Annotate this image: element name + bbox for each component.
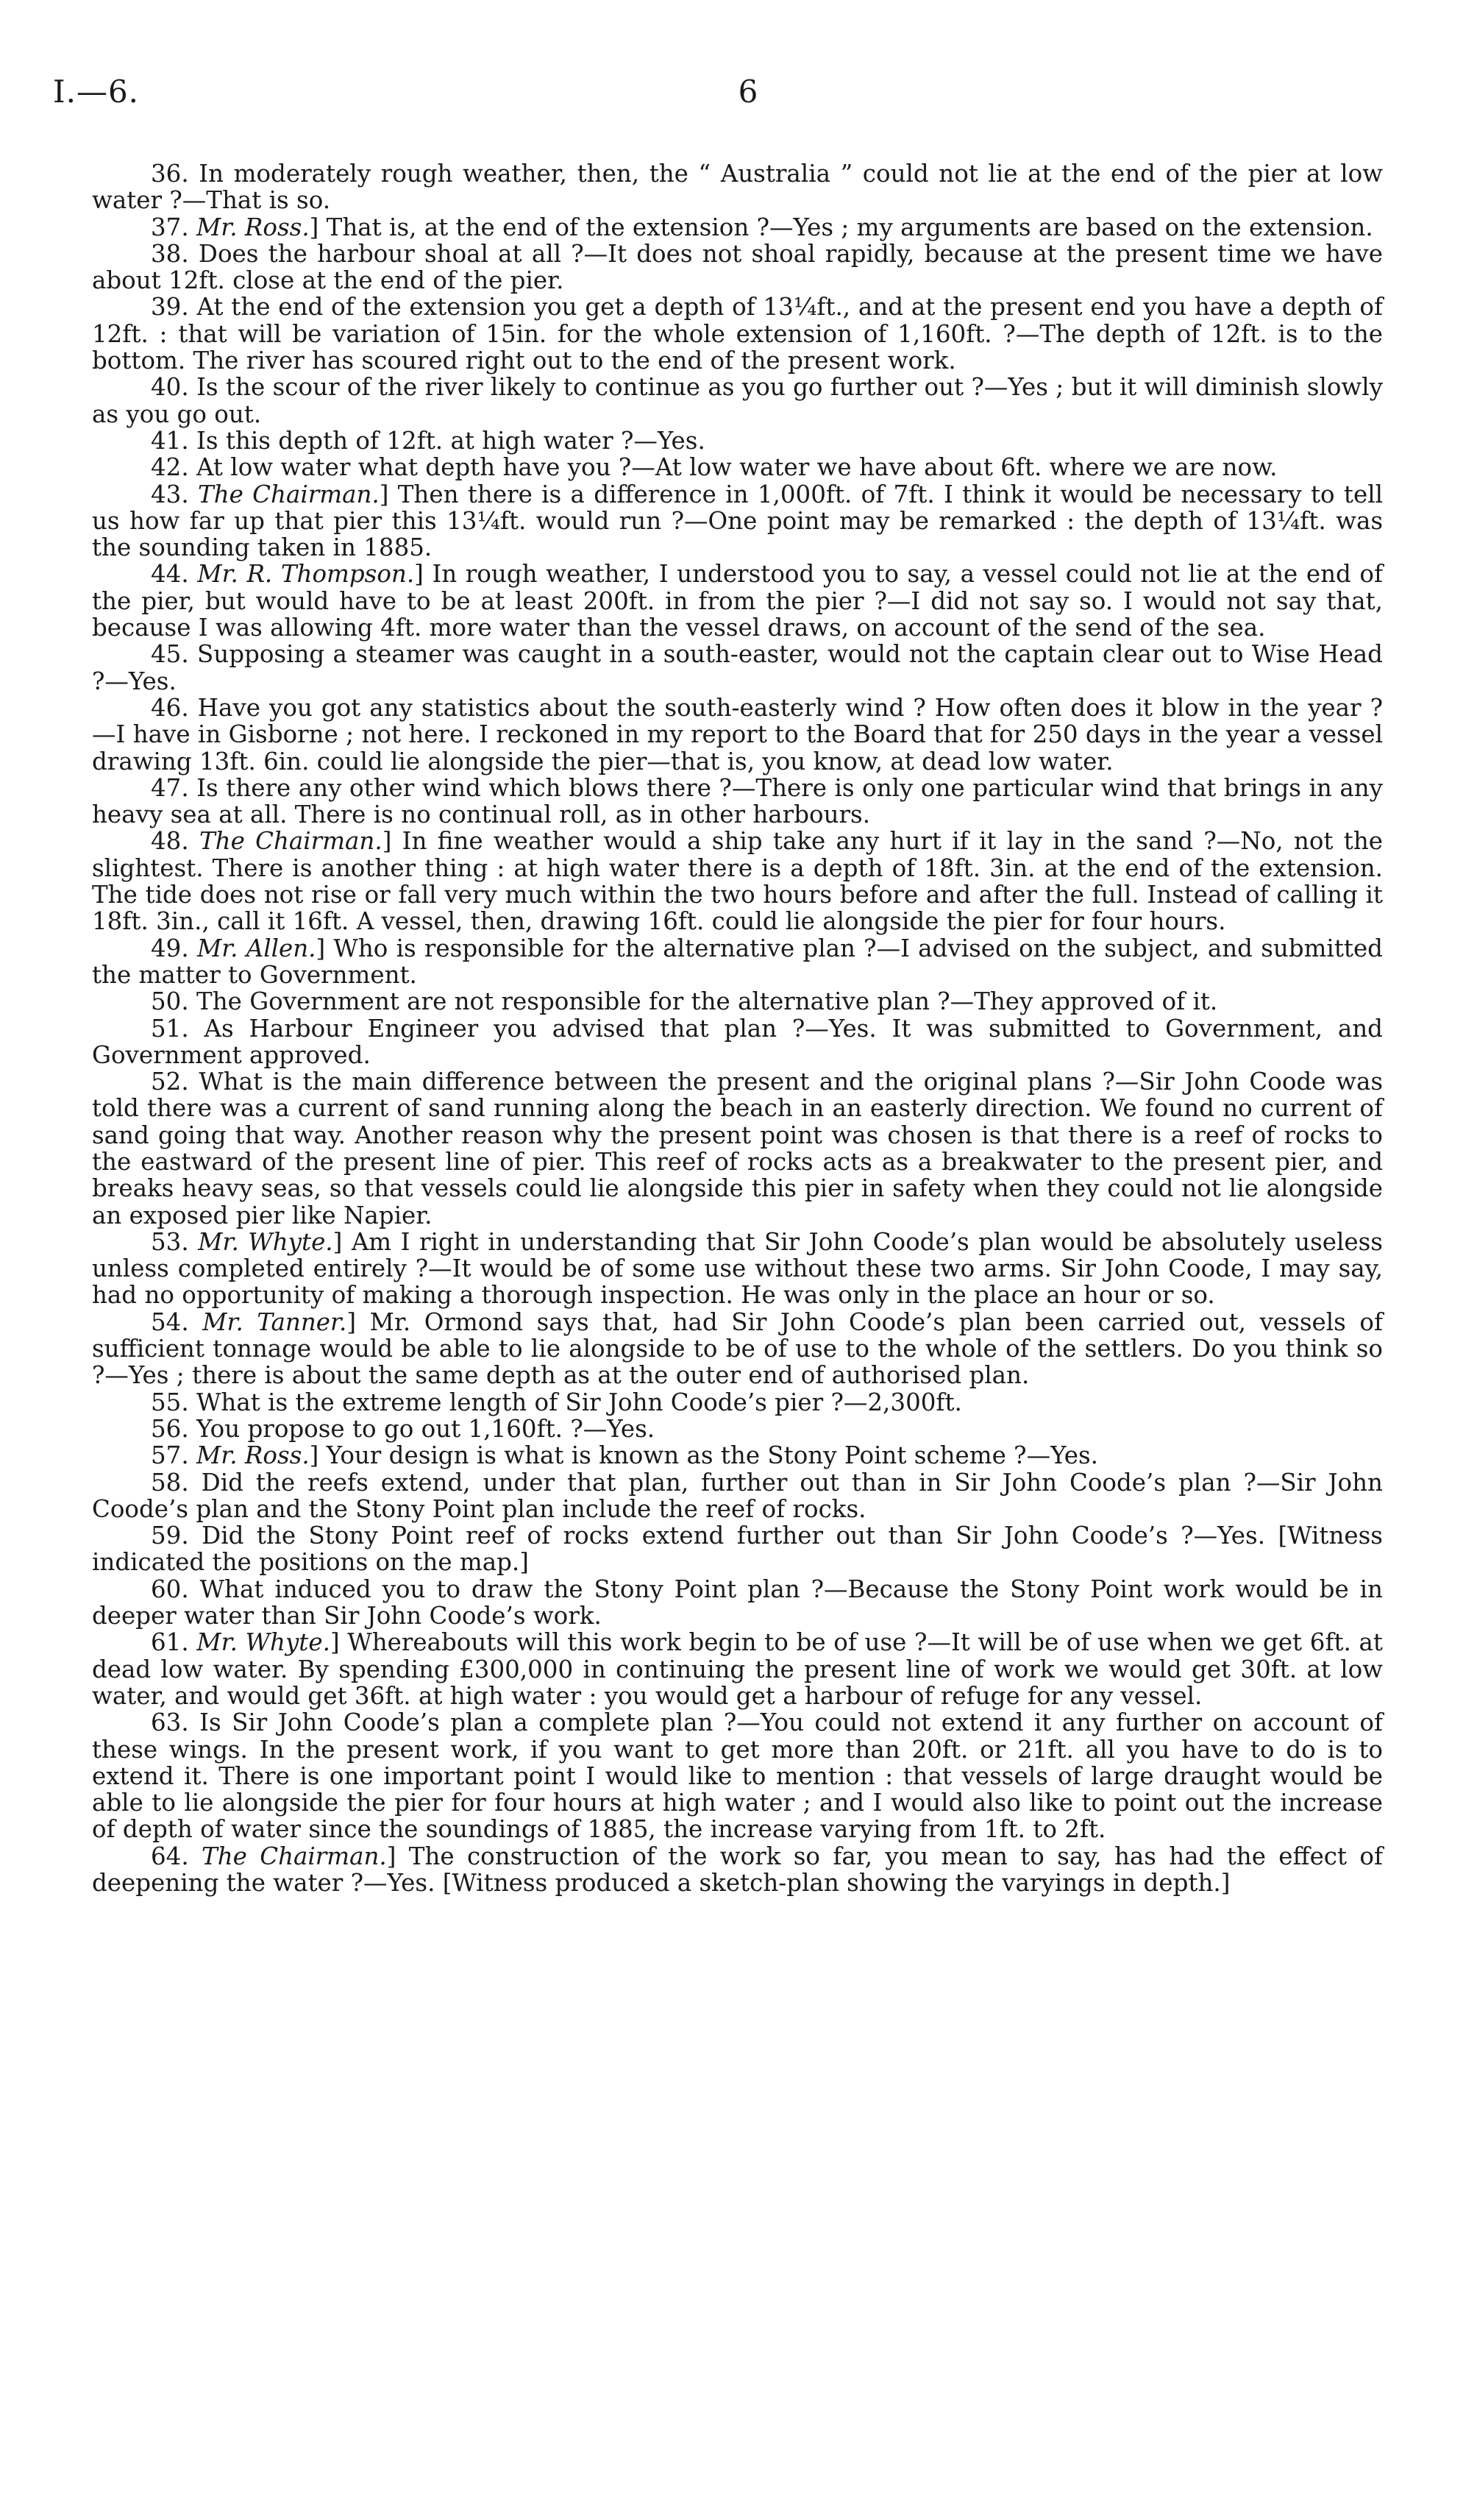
question-number: 54.	[151, 1307, 189, 1336]
question-paragraph-46	[92, 695, 1383, 775]
paragraph-text: 51. As Harbour Engineer you advised that plan ?—Yes. It was submitted to Government, and Government approved.	[92, 1014, 1383, 1069]
question-paragraph-54	[92, 1309, 1383, 1389]
speaker-name: Mr. Whyte.	[196, 1628, 330, 1657]
question-number: 44.	[151, 560, 189, 589]
minutes-body	[92, 160, 1383, 1896]
question-number: 53.	[151, 1227, 189, 1256]
paragraph-text: ] That is, at the end of the extension ?—Yes ; my arguments are based on the extension.	[309, 213, 1373, 241]
speaker-name: The Chairman.	[198, 480, 380, 508]
question-paragraph-42	[92, 454, 1383, 480]
paragraph-text: ] Mr. Ormond says that, had Sir John Coode’s plan been carried out, vessels of sufficient tonnage would be able to lie alongside to be of use to the whole of the settlers. Do you think so ?—Yes ; there is about the same depth as at the outer end of authorised plan.	[92, 1307, 1383, 1390]
paragraph-text: 56. You propose to go out 1,160ft. ?—Yes.	[151, 1414, 655, 1443]
question-paragraph-61	[92, 1629, 1383, 1709]
speaker-name: Mr. Tanner.	[202, 1307, 347, 1336]
speaker-name: Mr. Ross.	[196, 213, 310, 241]
question-paragraph-41	[92, 427, 1383, 454]
question-paragraph-44	[92, 561, 1383, 641]
paragraph-text: 41. Is this depth of 12ft. at high water ?—Yes.	[151, 426, 705, 455]
question-paragraph-59	[92, 1522, 1383, 1576]
paragraph-text: 52. What is the main difference between the present and the original plans ?—Sir John Coode was told there was a current of sand running along the beach in an easterly direction. We found no current of sand going that way. Another reason why the present point was chosen is that there is a reef of rocks to the eastward of the present line of pier. This reef of rocks acts as a breakwater to the present pier, and breaks heavy seas, so that vessels could lie alongside this pier in safety when they could not lie alongside an exposed pier like Napier.	[92, 1068, 1383, 1229]
question-paragraph-52	[92, 1068, 1383, 1229]
question-paragraph-39	[92, 294, 1383, 374]
paragraph-text: 46. Have you got any statistics about the south-easterly wind ? How often does it blow in the year ?—I have in Gisborne ; not here. I reckoned in my report to the Board that for 250 days in the year a vessel drawing 13ft. 6in. could lie alongside the pier—that is, you know, at dead low water.	[92, 693, 1383, 775]
page-header	[53, 74, 1443, 132]
question-number: 49.	[151, 934, 189, 962]
paragraph-text: ] Your design is what is known as the Stony Point scheme ?—Yes.	[309, 1441, 1098, 1470]
paragraph-text: ] The construction of the work so far, you mean to say, has had the effect of deepening the water ?—Yes. [Witness produced a sketch-plan showing the varyings in depth.]	[92, 1842, 1383, 1897]
question-number: 43.	[151, 480, 189, 508]
paragraph-text: 45. Supposing a steamer was caught in a south-easter, would not the captain clear out to Wise Head ?—Yes.	[92, 640, 1383, 695]
question-number: 57.	[151, 1441, 189, 1470]
paragraph-text: 50. The Government are not responsible for the alternative plan ?—They approved of it.	[151, 987, 1218, 1016]
question-paragraph-43	[92, 481, 1383, 561]
paragraph-text: 59. Did the Stony Point reef of rocks extend further out than Sir John Coode’s ?—Yes. [Witness indicated the positions on the map.]	[92, 1522, 1383, 1577]
question-paragraph-36	[92, 160, 1383, 214]
paragraph-text: ] Who is responsible for the alternative plan ?—I advised on the subject, and submitted the matter to Government.	[92, 934, 1383, 989]
speaker-name: The Chairman.	[202, 1842, 387, 1870]
paragraph-text: ] Then there is a difference in 1,000ft. of 7ft. I think it would be necessary to tell us how far up that pier this 13¼ft. would run ?—One point may be remarked : the depth of 13¼ft. was the sounding taken in 1885.	[92, 480, 1384, 562]
page-number: 6	[738, 74, 758, 110]
question-number: 37.	[151, 213, 189, 241]
paragraph-text: ] Whereabouts will this work begin to be of use ?—It will be of use when we get 6ft. at dead low water. By spending £300,000 in continuing the present line of work we would get 30ft. at low water, and would get 36ft. at high water : you would get a harbour of refuge for any vessel.	[92, 1628, 1383, 1710]
paragraph-text: ] In fine weather would a ship take any hurt if it lay in the sand ?—No, not the slightest. There is another thing : at high water there is a depth of 18ft. 3in. at the end of the extension. The tide does not rise or fall very much within the two hours before and after the full. Instead of calling it 18ft. 3in., call it 16ft. A vessel, then, drawing 16ft. could lie alongside the pier for four hours.	[92, 827, 1383, 936]
question-paragraph-53	[92, 1229, 1383, 1309]
question-paragraph-58	[92, 1469, 1383, 1523]
question-paragraph-51	[92, 1015, 1383, 1069]
question-paragraph-38	[92, 241, 1383, 294]
question-number: 61.	[151, 1628, 189, 1657]
paragraph-text: 39. At the end of the extension you get a depth of 13¼ft., and at the present end you have a depth of 12ft. : that will be variation of 15in. for the whole extension of 1,160ft. ?—The depth of 12ft. is to the bottom. The river has scoured right out to the end of the present work.	[92, 293, 1383, 375]
question-paragraph-40	[92, 374, 1383, 427]
paragraph-text: 60. What induced you to draw the Stony Point plan ?—Because the Stony Point work would be in deeper water than Sir John Coode’s work.	[92, 1575, 1383, 1630]
paragraph-text: 42. At low water what depth have you ?—At low water we have about 6ft. where we are now.	[151, 453, 1278, 482]
paragraph-text: 47. Is there any other wind which blows there ?—There is only one particular wind that brings in any heavy sea at all. There is no continual roll, as in other harbours.	[92, 773, 1383, 829]
question-paragraph-48	[92, 828, 1383, 934]
speaker-name: Mr. Ross.	[196, 1441, 310, 1470]
speaker-name: The Chairman.	[199, 827, 382, 856]
question-paragraph-64	[92, 1843, 1383, 1897]
paragraph-text: 40. Is the scour of the river likely to continue as you go further out ?—Yes ; but it will diminish slowly as you go out.	[92, 373, 1383, 428]
question-number: 48.	[151, 827, 189, 856]
question-paragraph-55	[92, 1389, 1383, 1416]
question-paragraph-37	[92, 214, 1383, 241]
question-paragraph-50	[92, 988, 1383, 1015]
paragraph-text: 58. Did the reefs extend, under that plan, further out than in Sir John Coode’s plan ?—Sir John Coode’s plan and the Stony Point plan include the reef of rocks.	[92, 1468, 1383, 1523]
speaker-name: Mr. Allen.	[196, 934, 316, 962]
question-number: 64.	[151, 1842, 189, 1870]
question-paragraph-47	[92, 775, 1383, 828]
paragraph-text: 36. In moderately rough weather, then, the “ Australia ” could not lie at the end of the pier at low water ?—That is so.	[92, 160, 1383, 215]
paragraph-text: 63. Is Sir John Coode’s plan a complete plan ?—You could not extend it any further on account of these wings. In the present work, if you want to get more than 20ft. or 21ft. all you have to do is to extend it. There is one important point I would like to mention : that vessels of large draught would be able to lie alongside the pier for four hours at high water ; and I would also like to point out the increase of depth of water since the soundings of 1885, the increase varying from 1ft. to 2ft.	[92, 1708, 1383, 1844]
question-paragraph-56	[92, 1416, 1383, 1442]
paragraph-text: 55. What is the extreme length of Sir John Coode’s pier ?—2,300ft.	[151, 1388, 962, 1416]
speaker-name: Mr. R. Thompson.	[197, 560, 415, 589]
question-paragraph-60	[92, 1576, 1383, 1630]
paragraph-text: ] In rough weather, I understood you to say, a vessel could not lie at the end of the pier, but would have to be at least 200ft. in from the pier ?—I did not say so. I would not say that, because I was allowing 4ft. more water than the vessel draws, on account of the send of the sea.	[92, 560, 1383, 642]
document-id: I.—6.	[53, 74, 140, 110]
paragraph-text: ] Am I right in understanding that Sir John Coode’s plan would be absolutely useless unless completed entirely ?—It would be of some use without these two arms. Sir John Coode, I may say, had no opportunity of making a thorough inspection. He was only in the place an hour or so.	[92, 1227, 1383, 1310]
question-paragraph-45	[92, 641, 1383, 695]
question-paragraph-57	[92, 1442, 1383, 1469]
paragraph-text: 38. Does the harbour shoal at all ?—It does not shoal rapidly, because at the present time we have about 12ft. close at the end of the pier.	[92, 239, 1383, 295]
question-paragraph-63	[92, 1709, 1383, 1842]
speaker-name: Mr. Whyte.	[198, 1227, 333, 1256]
question-paragraph-49	[92, 935, 1383, 989]
